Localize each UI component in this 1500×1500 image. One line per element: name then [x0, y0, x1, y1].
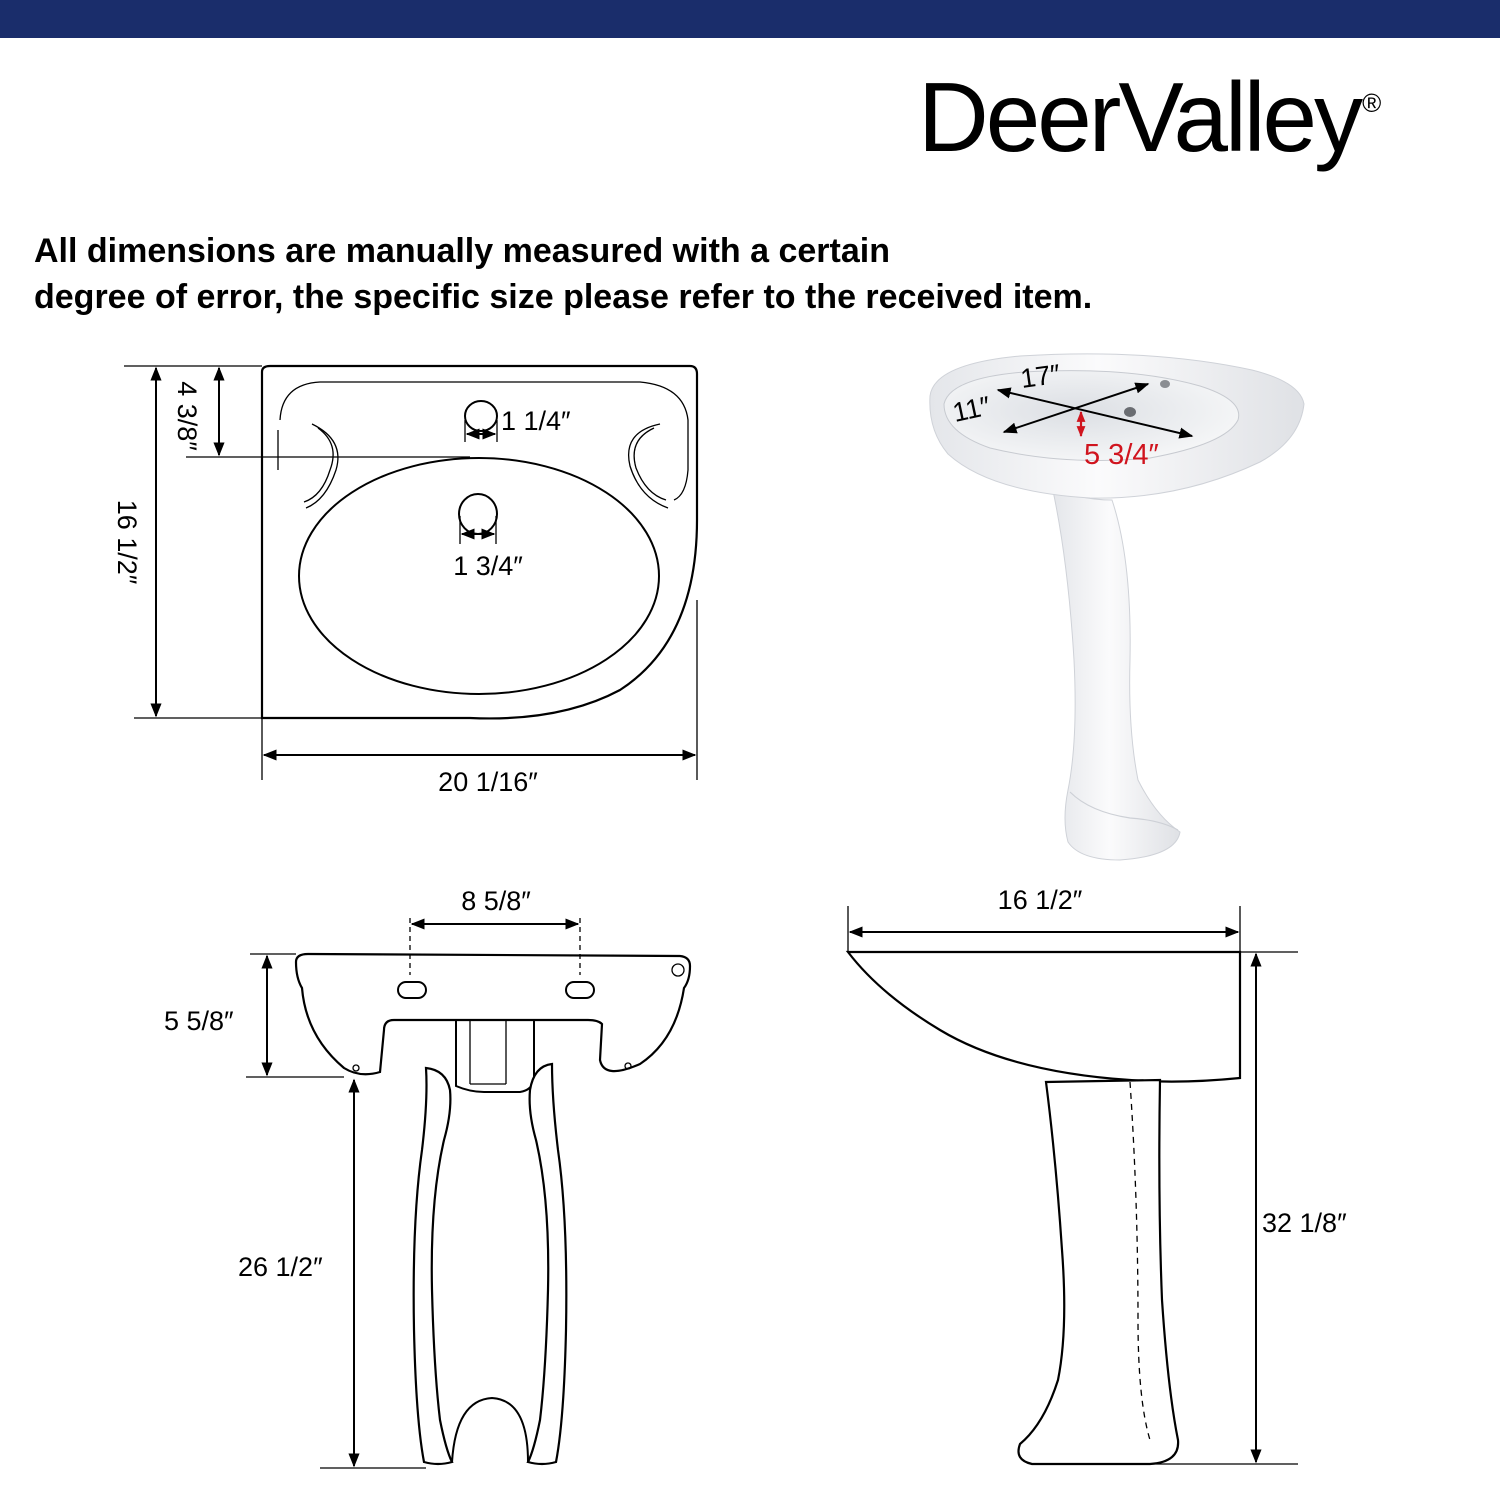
bowl-length-label: 17″: [1018, 358, 1063, 394]
top-view-width-label: 20 1/16″: [438, 767, 538, 797]
bowl-width-label: 11″: [950, 390, 994, 428]
front-view-pedestal-left: [414, 1068, 452, 1464]
disclaimer-line-1: All dimensions are manually measured with a certain: [34, 232, 890, 270]
basin-height-label: 5 5/8″: [164, 1006, 234, 1036]
registered-mark: ®: [1362, 88, 1382, 118]
top-view-drawing: [112, 366, 697, 797]
front-view-drain-cover: [456, 1020, 534, 1092]
pedestal-height-label: 26 1/2″: [238, 1252, 323, 1282]
front-view-basin: [296, 954, 690, 1074]
side-view-depth-label: 16 1/2″: [997, 885, 1083, 915]
top-view-depth-label: 16 1/2″: [112, 499, 142, 585]
product-photo-sink: [930, 354, 1304, 860]
back-ledge-label: 4 3/8″: [172, 381, 202, 451]
side-view-drawing: [848, 885, 1347, 1464]
side-view-pedestal: [1019, 1080, 1179, 1464]
bowl-depth-label: 5 3/4″: [1084, 439, 1159, 471]
disclaimer-line-2: degree of error, the specific size please refer to the received item.: [34, 278, 1093, 316]
top-view-basin-outline: [262, 366, 697, 718]
brand-name: DeerValley: [918, 62, 1361, 172]
mount-spacing-label: 8 5/8″: [461, 886, 531, 916]
faucet-hole-label: 1 1/4″: [501, 406, 571, 436]
total-height-label: 32 1/8″: [1262, 1208, 1347, 1238]
photo-pedestal: [1052, 486, 1180, 860]
front-view-pedestal-right: [528, 1064, 566, 1464]
drain-hole-label: 1 3/4″: [453, 551, 523, 581]
side-view-basin: [848, 952, 1240, 1082]
front-view-drawing: [164, 886, 690, 1468]
